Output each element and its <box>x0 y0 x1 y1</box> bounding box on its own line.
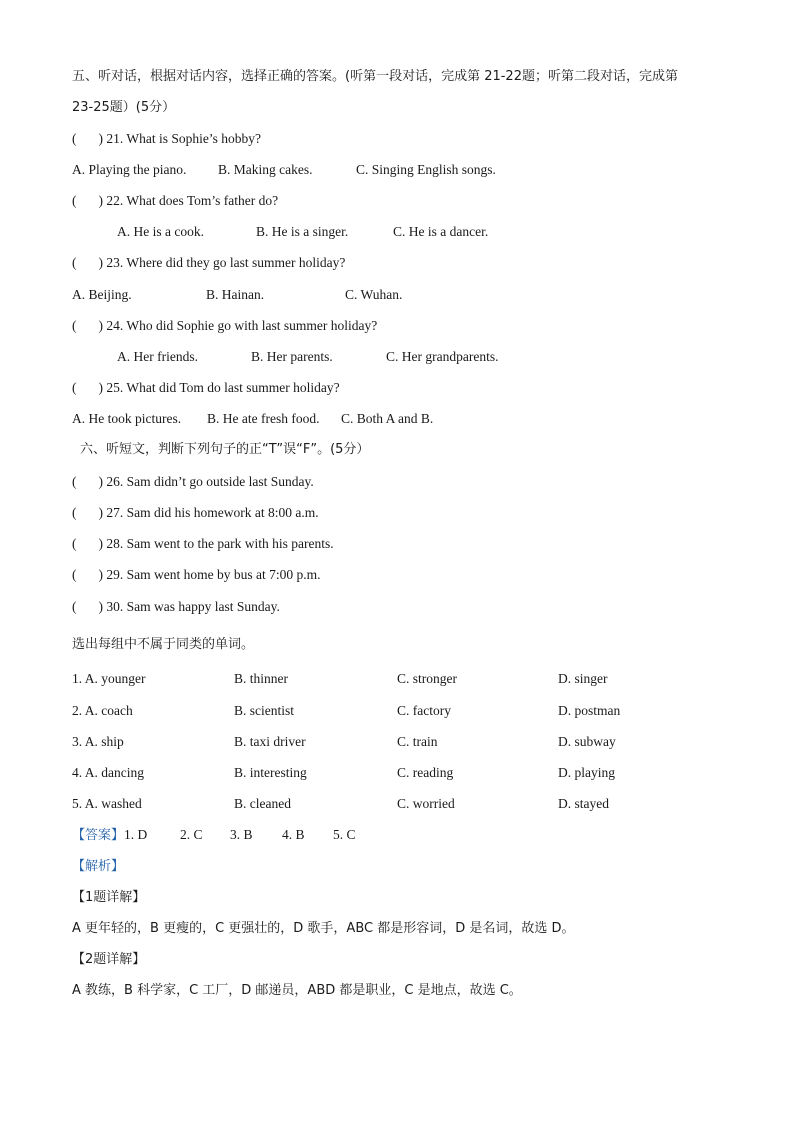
option-b: B. He ate fresh food. <box>207 411 320 426</box>
group5-option-b: B. cleaned <box>234 796 291 811</box>
section5-heading-line2: 23-25题）(5分） <box>72 100 176 115</box>
answer-paren-close: ) <box>98 131 103 146</box>
question-25 <box>72 379 340 397</box>
option-c: C. Wuhan. <box>345 287 403 302</box>
group4-option-b: B. interesting <box>234 765 307 780</box>
option-b: B. Making cakes. <box>218 162 313 177</box>
question-24 <box>72 317 377 335</box>
answer-value: 5. C <box>333 827 356 842</box>
group1-option-d: D. singer <box>558 671 608 686</box>
question-text: 21. What is Sophie’s hobby? <box>106 131 261 146</box>
group5-option-d: D. stayed <box>558 796 609 811</box>
answer-value: 2. C <box>180 827 203 842</box>
answer-value: 3. B <box>230 827 253 842</box>
answer-paren-open: ( <box>72 505 77 520</box>
answer-paren-close: ) <box>98 505 103 520</box>
answer-paren-close: ) <box>98 567 103 582</box>
question-29 <box>72 566 320 584</box>
option-a: A. Beijing. <box>72 287 132 302</box>
option-a: A. He is a cook. <box>117 224 204 239</box>
detail1-text: A 更年轻的，B 更瘦的，C 更强壮的，D 歌手，ABC 都是形容词，D 是名词，故选 D。 <box>72 921 575 936</box>
answer-paren-close: ) <box>98 255 103 270</box>
group2-option-b: B. scientist <box>234 703 294 718</box>
question-text: 25. What did Tom do last summer holiday? <box>106 380 340 395</box>
answer-paren-close: ) <box>98 599 103 614</box>
option-c: C. Her grandparents. <box>386 349 499 364</box>
group5-option-c: C. worried <box>397 796 455 811</box>
section7-heading: 选出每组中不属于同类的单词。 <box>72 637 255 652</box>
question-30 <box>72 598 280 616</box>
answer-paren-open: ( <box>72 193 77 208</box>
option-b: B. Hainan. <box>206 287 265 302</box>
answer-paren-close: ) <box>98 318 103 333</box>
detail2-label: 【2题详解】 <box>72 952 146 967</box>
option-c: C. He is a dancer. <box>393 224 489 239</box>
question-text: 24. Who did Sophie go with last summer holiday? <box>106 318 378 333</box>
analysis-label: 【解析】 <box>72 859 125 874</box>
option-a: A. He took pictures. <box>72 411 182 426</box>
answer-paren-open: ( <box>72 536 77 551</box>
answer-paren-close: ) <box>98 536 103 551</box>
statement-text: 30. Sam was happy last Sunday. <box>106 599 280 614</box>
section5-heading-line1: 五、听对话，根据对话内容，选择正确的答案。(听第一段对话，完成第 21-22题；听第二段对话，完成第 <box>72 69 678 84</box>
answer-paren-close: ) <box>98 474 103 489</box>
answer-paren-open: ( <box>72 599 77 614</box>
option-c: C. Singing English songs. <box>356 162 496 177</box>
question-text: 23. Where did they go last summer holiday? <box>106 255 346 270</box>
option-c: C. Both A and B. <box>341 411 434 426</box>
option-a: A. Playing the piano. <box>72 162 187 177</box>
group4-option-d: D. playing <box>558 765 615 780</box>
group3-option-b: B. taxi driver <box>234 734 306 749</box>
section6-heading: 六、听短文，判断下列句子的正“T”误“F”。(5分） <box>80 442 370 457</box>
question-27 <box>72 504 319 522</box>
question-28 <box>72 535 334 553</box>
answer-paren-open: ( <box>72 318 77 333</box>
option-a: A. Her friends. <box>117 349 198 364</box>
question-21 <box>72 130 261 148</box>
group2-option-d: D. postman <box>558 703 621 718</box>
group1-option-c: C. stronger <box>397 671 457 686</box>
answer-line <box>72 826 147 845</box>
answer-paren-open: ( <box>72 474 77 489</box>
statement-text: 29. Sam went home by bus at 7:00 p.m. <box>106 567 321 582</box>
statement-text: 27. Sam did his homework at 8:00 a.m. <box>106 505 319 520</box>
group1-option-b: B. thinner <box>234 671 288 686</box>
answer-paren-open: ( <box>72 131 77 146</box>
group3-option-a: 3. A. ship <box>72 734 124 749</box>
answer-paren-open: ( <box>72 380 77 395</box>
statement-text: 26. Sam didn’t go outside last Sunday. <box>106 474 314 489</box>
question-text: 22. What does Tom’s father do? <box>106 193 279 208</box>
answer-label: 【答案】 <box>72 828 125 843</box>
answer-paren-open: ( <box>72 567 77 582</box>
group1-option-a: 1. A. younger <box>72 671 146 686</box>
answer-paren-close: ) <box>98 193 103 208</box>
detail2-text: A 教练，B 科学家，C 工厂，D 邮递员，ABD 都是职业，C 是地点，故选 C。 <box>72 983 522 998</box>
answer-value: 4. B <box>282 827 305 842</box>
group3-option-c: C. train <box>397 734 438 749</box>
question-23 <box>72 254 345 272</box>
question-22 <box>72 192 278 210</box>
option-b: B. Her parents. <box>251 349 333 364</box>
group3-option-d: D. subway <box>558 734 616 749</box>
statement-text: 28. Sam went to the park with his parents. <box>106 536 334 551</box>
group2-option-c: C. factory <box>397 703 451 718</box>
detail1-label: 【1题详解】 <box>72 890 146 905</box>
group4-option-c: C. reading <box>397 765 454 780</box>
group5-option-a: 5. A. washed <box>72 796 142 811</box>
group2-option-a: 2. A. coach <box>72 703 133 718</box>
group4-option-a: 4. A. dancing <box>72 765 144 780</box>
question-26 <box>72 473 314 491</box>
answer-value: 1. D <box>124 827 148 842</box>
answer-paren-close: ) <box>98 380 103 395</box>
option-b: B. He is a singer. <box>256 224 349 239</box>
answer-paren-open: ( <box>72 255 77 270</box>
